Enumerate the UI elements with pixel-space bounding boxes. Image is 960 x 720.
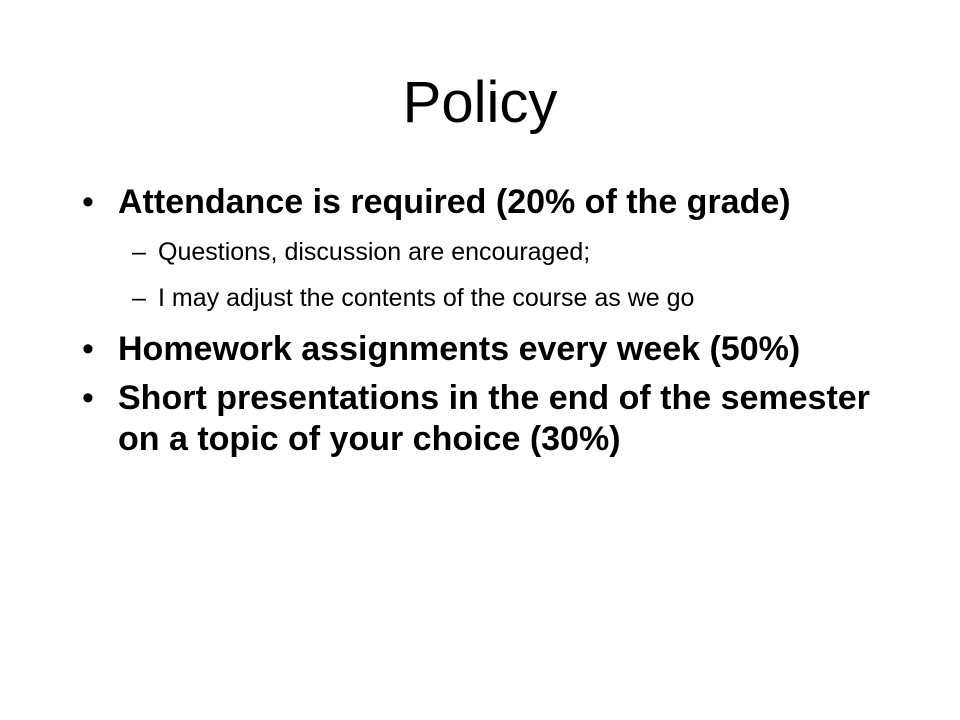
bullet-text: Homework assignments every week (50%) (118, 330, 801, 368)
sub-bullet-text: Questions, discussion are encouraged; (158, 238, 591, 266)
slide-title: Policy (402, 70, 558, 135)
sub-bullet-questions (118, 237, 882, 267)
bullet-marker: • (82, 183, 94, 221)
bullet-marker: • (82, 330, 94, 368)
bullet-attendance (82, 182, 882, 313)
sub-bullet-list (118, 237, 882, 313)
sub-bullet-marker: – (132, 238, 146, 266)
bullet-homework (82, 329, 882, 370)
bullet-text: Short presentations in the end of the semester on a topic of your choice (30%) (118, 379, 870, 458)
sub-bullet-text: I may adjust the contents of the course as we go (158, 284, 695, 312)
sub-bullet-marker: – (132, 284, 146, 312)
bullet-marker: • (82, 379, 94, 417)
bullet-presentations (82, 378, 882, 460)
bullet-text: Attendance is required (20% of the grade) (118, 183, 791, 221)
sub-bullet-adjust (118, 283, 882, 313)
bullet-list (82, 182, 882, 460)
